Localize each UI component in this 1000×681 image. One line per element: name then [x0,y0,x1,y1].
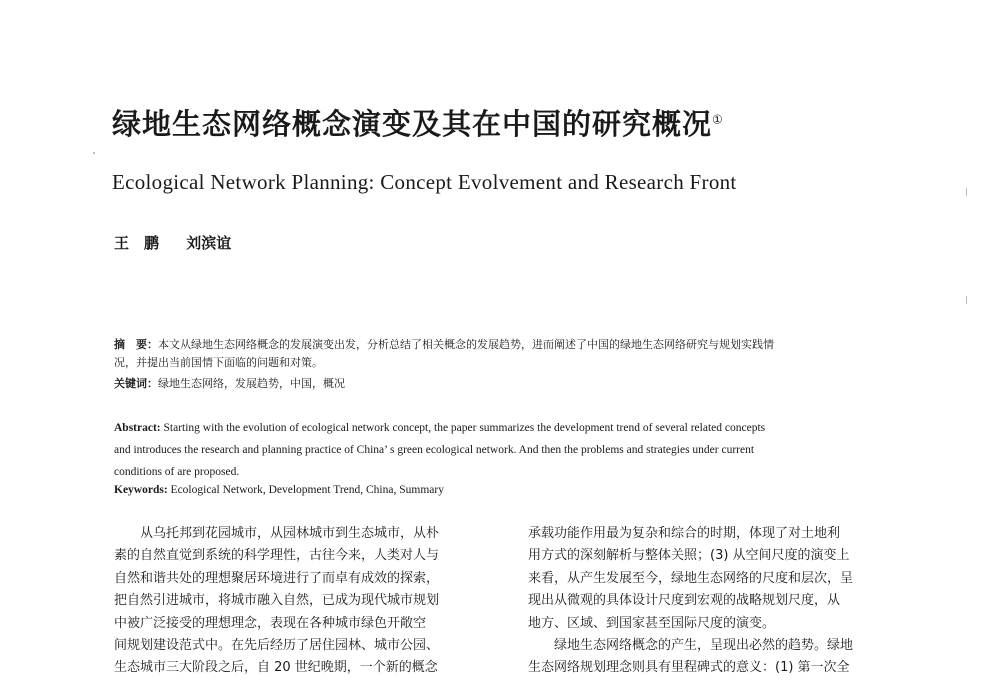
article-title [112,102,724,143]
body-column-left [114,523,486,680]
body-left-line: 把自然引进城市，将城市融入自然，已成为现代城市规划 [114,593,440,609]
body-left-line: 自然和谐共处的理想聚居环境进行了而卓有成效的探索， [114,570,440,586]
author-list [114,232,231,253]
abstract-cn-text-2: 况，并提出当前国情下面临的问题和对策。 [114,356,323,369]
article-title-text: 绿地生态网络概念演变及其在中国的研究概况 [112,107,713,141]
abstract-cn-label: 摘 要： [114,338,158,351]
body-left-line: 素的自然直觉到系统的科学理性，古往今来，人类对人与 [114,548,440,564]
body-left-line: 间规划建设范式中。在先后经历了居住园林、城市公园、 [114,638,440,654]
keywords-cn-text: 绿地生态网络，发展趋势，中国，概况 [158,377,345,390]
body-right-line: 用方式的深刻解析与整体关照；(3) 从空间尺度的演变上 [528,548,850,564]
body-right-line: 来看，从产生发展至今，绿地生态网络的尺度和层次，呈 [528,570,854,586]
scan-speck [93,152,95,154]
body-right-line: 生态网络规划理念则具有里程碑式的意义：(1) 第一次全 [528,660,850,676]
body-left-line: 中被广泛接受的理想理念，表现在各种城市绿色开敞空 [114,615,427,631]
keywords-chinese [114,375,900,393]
keywords-english [114,481,900,499]
abstract-en-text-3: conditions of are proposed. [114,466,240,478]
keywords-en-text: Ecological Network, Development Trend, China, Summary [170,484,444,496]
body-right-line: 承载功能作用最为复杂和综合的时期，体现了对土地利 [528,526,841,541]
abstract-en-text-2: and introduces the research and planning practice of China’ s green ecological network. And then the problems and strategies under current [114,444,755,456]
abstract-cn-text-1: 本文从绿地生态网络概念的发展演变出发，分析总结了相关概念的发展趋势，进而阐述了中国的绿地生态网络研究与规划实践情 [158,338,774,351]
body-column-right [528,523,900,680]
abstract-chinese [114,336,900,372]
title-footnote-marker[interactable]: ① [712,112,724,127]
abstract-english [114,417,900,483]
abstract-en-label: Abstract: [114,422,161,434]
article-title-en: Ecological Network Planning: Concept Evolvement and Research Front [112,170,737,194]
abstract-en-text-1: Starting with the evolution of ecological network concept, the paper summarizes the development trend of several related concepts [163,422,766,434]
author-2: 刘滨谊 [186,234,232,252]
body-left-line: 生态城市三大阶段之后，自 20 世纪晚期，一个新的概念 [114,660,438,676]
keywords-en-label: Keywords: [114,484,168,496]
body-left-line: 从乌托邦到花园城市，从园林城市到生态城市，从朴 [140,526,440,541]
body-right-line: 地方、区域、到国家甚至国际尺度的演变。 [528,615,776,631]
scan-speck [966,296,967,304]
scan-speck [966,188,967,196]
body-right-line: 绿地生态网络概念的产生，呈现出必然的趋势。绿地 [554,638,854,654]
author-1: 王 鹏 [114,234,160,252]
keywords-cn-label: 关键词： [114,377,158,390]
body-right-line: 现出从微观的具体设计尺度到宏观的战略规划尺度，从 [528,593,841,609]
